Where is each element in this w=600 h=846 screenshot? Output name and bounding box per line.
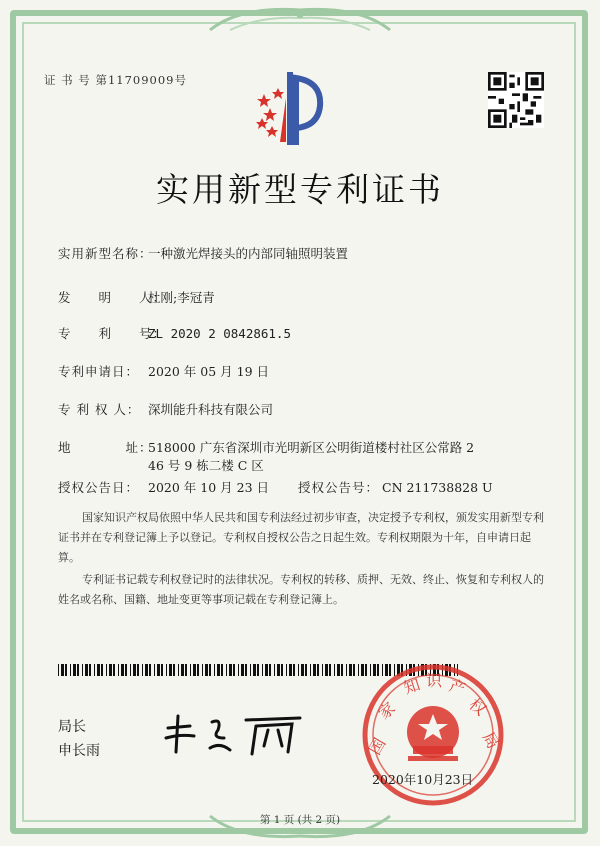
- field-label: 授权公告日：: [58, 480, 140, 495]
- field-grant-date: [58, 478, 493, 496]
- field-value: 深圳能升科技有限公司: [148, 402, 274, 417]
- certificate-paragraph-2: 专利证书记载专利权登记时的法律状况。专利权的转移、质押、无效、终止、恢复和专利权人的姓名或名称、国籍、地址变更等事项记载在专利登记簿上。: [58, 573, 544, 606]
- qr-code: [488, 72, 544, 128]
- field-label: 实用新型名称：: [58, 246, 153, 261]
- certificate-number: 证 书 号 第11709009号: [44, 73, 187, 87]
- seal-date: 2020年10月23日: [372, 772, 474, 787]
- field-label: 专利申请日：: [58, 364, 140, 379]
- field-value: CN 211738828 U: [382, 480, 493, 495]
- field-value: 杜刚;李冠青: [148, 290, 215, 305]
- field-value: 一种激光焊接头的内部同轴照明装置: [148, 246, 349, 261]
- field-label: 专 利 号：: [58, 326, 167, 341]
- svg-text:知: 知: [401, 674, 423, 698]
- field-label: 授权公告号：: [298, 480, 380, 495]
- field-label: 地 址：: [58, 440, 153, 455]
- svg-text:产: 产: [446, 675, 468, 699]
- field-value: 2020 年 10 月 23 日: [148, 480, 269, 495]
- cnipa-logo: [256, 68, 332, 148]
- field-patent-number: [58, 324, 291, 342]
- top-ornament: [200, 4, 400, 34]
- field-address: [58, 438, 474, 456]
- field-value: 518000 广东省深圳市光明新区公明街道楼村社区公常路 2: [148, 440, 475, 455]
- director-name: 申长雨: [58, 743, 100, 759]
- field-value: 2020 年 05 月 19 日: [148, 364, 269, 379]
- svg-text:识: 识: [426, 671, 443, 690]
- svg-text:权: 权: [465, 694, 490, 720]
- certificate-title: 实用新型专利证书: [156, 170, 444, 209]
- director-title: 局长: [58, 719, 86, 735]
- certificate-paragraph-1: 国家知识产权局依照中华人民共和国专利法经过初步审查，决定授予专利权，颁发实用新型专利证书并在专利登记簿上予以登记。专利权自授权公告之日起生效。专利权期限为十年，自申请日起算。: [58, 511, 544, 564]
- field-utility-name: [58, 244, 348, 262]
- field-label: 发 明 人：: [58, 290, 167, 305]
- svg-text:家: 家: [374, 698, 399, 724]
- field-inventor: [58, 288, 215, 306]
- page-number: 第 1 页 (共 2 页): [259, 814, 341, 826]
- field-address-line2: 46 号 9 栋二楼 C 区: [148, 458, 264, 473]
- svg-text:局: 局: [478, 728, 503, 752]
- field-value: ZL 2020 2 0842861.5: [148, 326, 291, 341]
- field-filing-date: [58, 362, 269, 380]
- handwritten-signature: [160, 708, 310, 758]
- field-patentee: [58, 400, 273, 418]
- field-label: 专 利 权 人：: [58, 402, 141, 417]
- svg-text:国: 国: [365, 734, 390, 758]
